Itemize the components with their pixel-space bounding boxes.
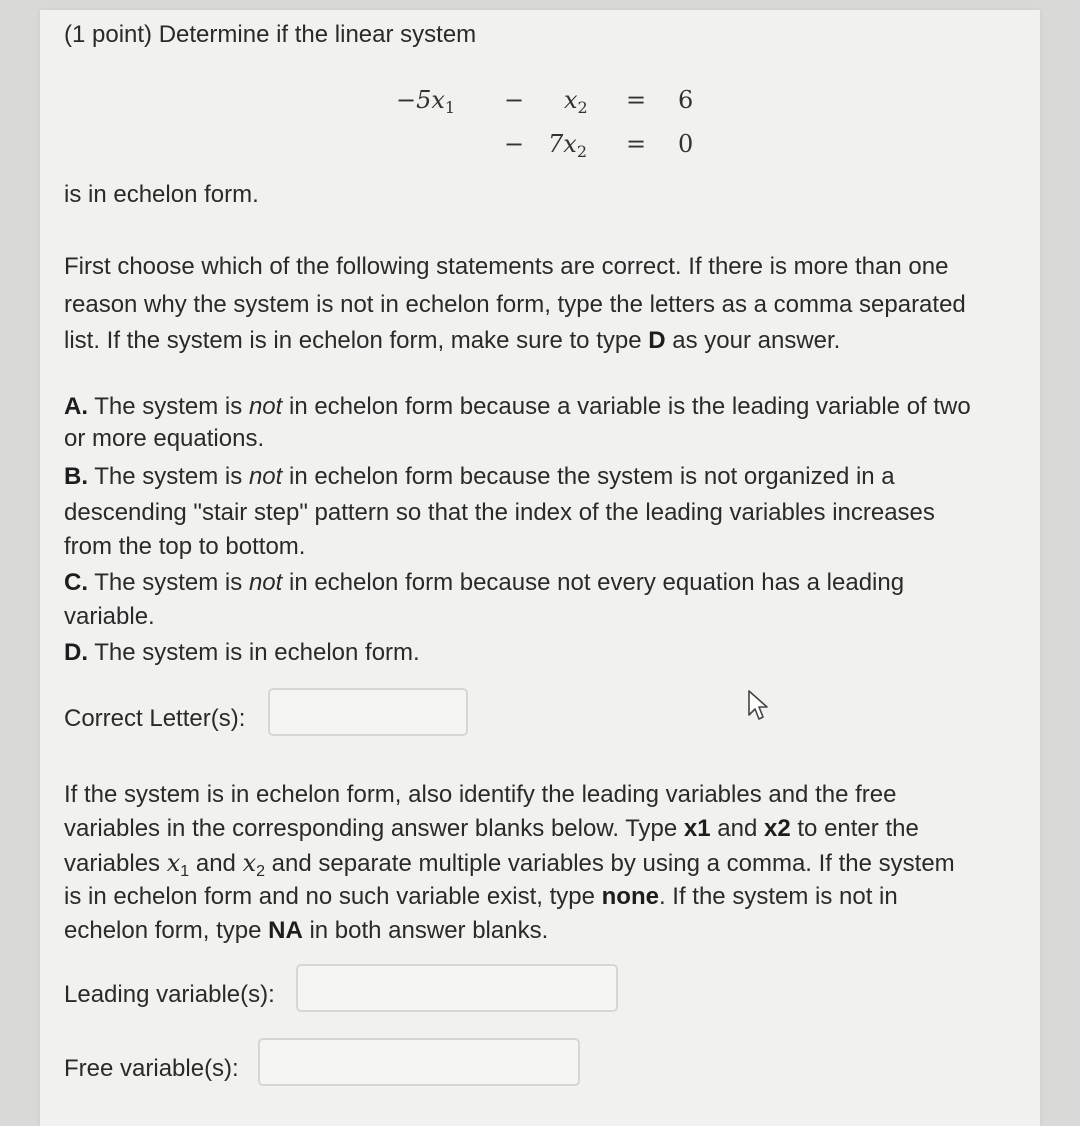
eq1-operator: − (504, 86, 525, 114)
second-line-3: variables 𝑥$_1$ and 𝑥$_2$ and separate multiple variables by using a comma. If the system (64, 849, 955, 880)
eq1-term2: 𝑥$_2$ (564, 86, 588, 117)
correct-letters-label: Correct Letter(s): (64, 705, 246, 732)
second-line-4: is in echelon form and no such variable exist, type none. If the system is not in (64, 883, 898, 910)
problem-panel (40, 10, 1040, 1126)
second-line-2: variables in the corresponding answer blanks below. Type x1 and x2 to enter the (64, 815, 919, 842)
eq1-term1: −5𝑥$_1$ (396, 86, 456, 117)
correct-letters-input[interactable] (268, 688, 468, 736)
free-variables-label: Free variable(s): (64, 1055, 239, 1082)
eq2-operator: − (504, 130, 525, 158)
leading-variables-label: Leading variable(s): (64, 981, 275, 1008)
instructions-line-1: First choose which of the following statements are correct. If there is more than one (64, 253, 949, 280)
option-c-line-2: variable. (64, 603, 155, 630)
eq1-equals: = (626, 86, 647, 114)
echelon-statement: is in echelon form. (64, 181, 259, 208)
eq1-rhs: 6 (678, 86, 694, 114)
free-variables-input[interactable] (258, 1038, 580, 1086)
option-b-line-2: descending "stair step" pattern so that the index of the leading variables increases (64, 499, 935, 526)
mouse-cursor-icon (746, 688, 776, 728)
problem-intro: (1 point) Determine if the linear system (64, 21, 477, 48)
option-d-line-1: D. The system is in echelon form. (64, 639, 420, 666)
leading-variables-input[interactable] (296, 964, 618, 1012)
option-a-line-1: A. The system is not in echelon form because a variable is the leading variable of two (64, 393, 971, 420)
instructions-line-3: list. If the system is in echelon form, make sure to type D as your answer. (64, 327, 841, 354)
eq2-term2: 7𝑥$_2$ (548, 130, 587, 161)
instructions-line-2: reason why the system is not in echelon form, type the letters as a comma separated (64, 291, 966, 318)
second-line-5: echelon form, type NA in both answer blanks. (64, 917, 549, 944)
option-b-line-3: from the top to bottom. (64, 533, 306, 560)
eq2-rhs: 0 (678, 130, 694, 158)
eq2-equals: = (626, 130, 647, 158)
option-a-line-2: or more equations. (64, 425, 265, 452)
option-b-line-1: B. The system is not in echelon form because the system is not organized in a (64, 463, 895, 490)
second-line-1: If the system is in echelon form, also identify the leading variables and the free (64, 781, 897, 808)
option-c-line-1: C. The system is not in echelon form because not every equation has a leading (64, 569, 905, 596)
